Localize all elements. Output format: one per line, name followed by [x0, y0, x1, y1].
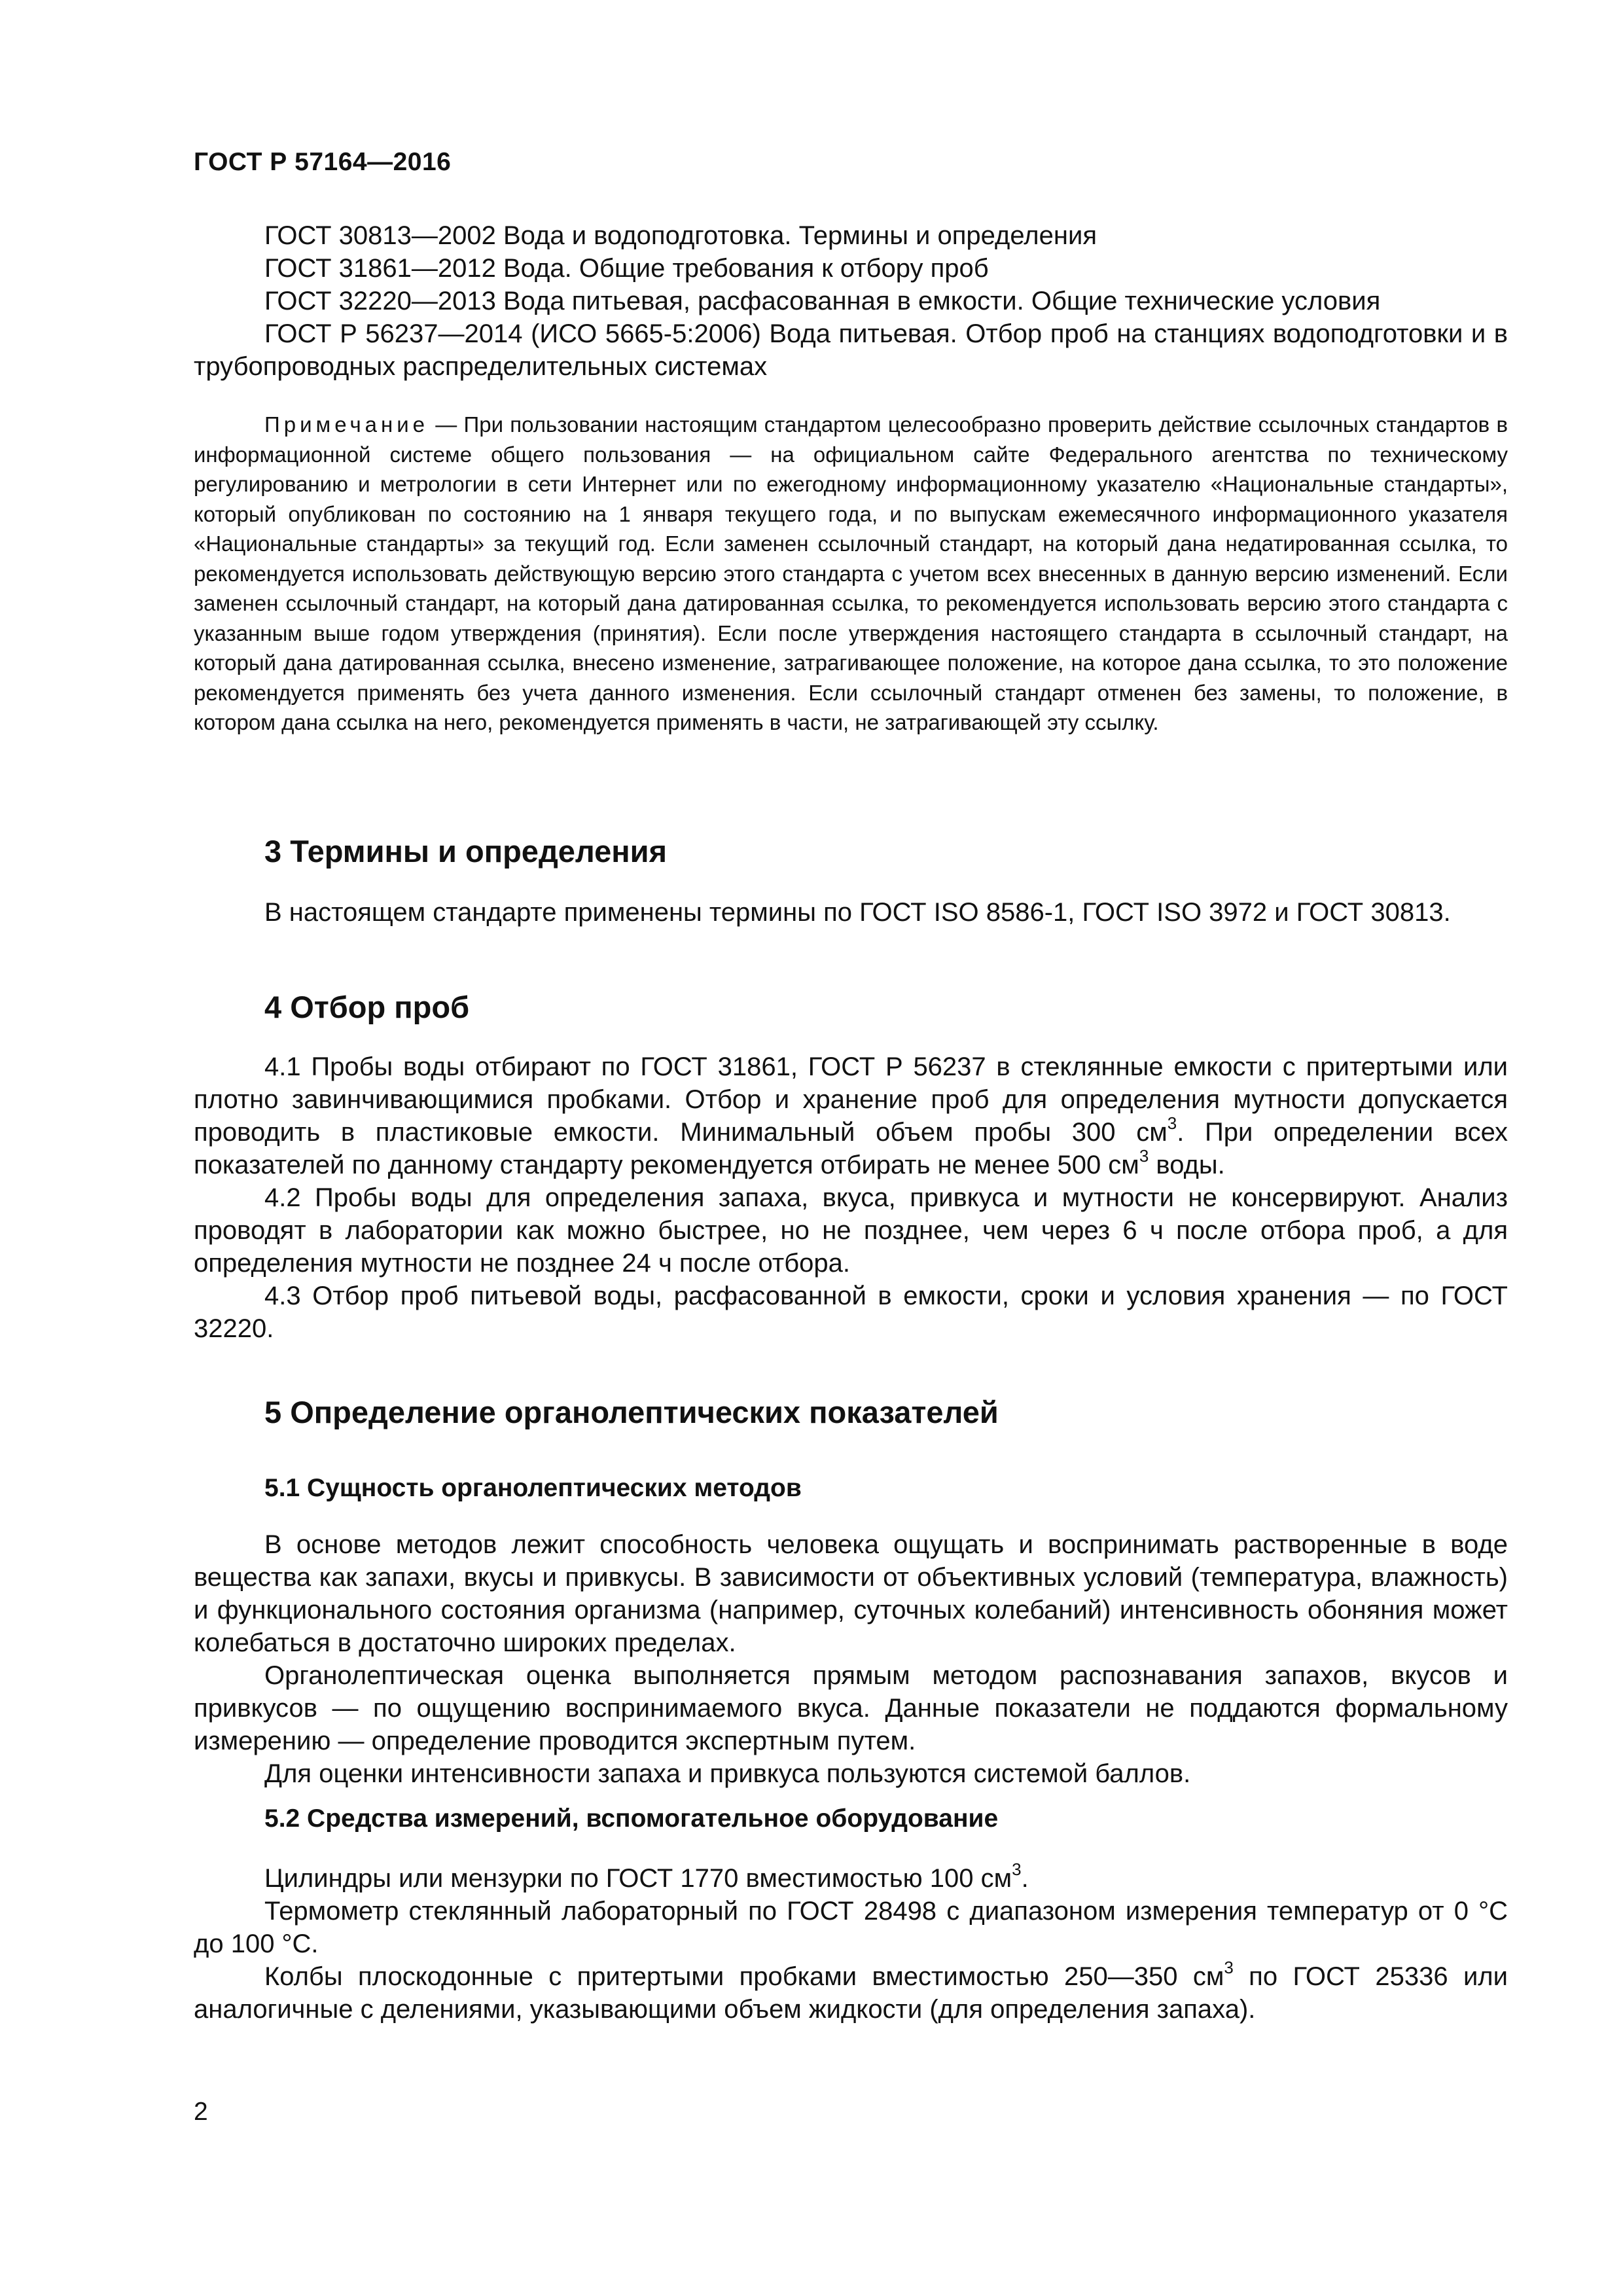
section-3-heading: 3 Термины и определения [264, 834, 667, 869]
section-4-heading: 4 Отбор проб [264, 990, 470, 1024]
superscript: 3 [1167, 1113, 1177, 1133]
superscript: 3 [1139, 1146, 1149, 1166]
paragraph-4-1 [194, 1050, 1508, 1181]
paragraph-5-2-2: Термометр стеклянный лабораторный по ГОСТ 28498 с диапазоном измерения температур от 0 °С до 100 °С. [194, 1897, 1508, 1958]
paragraph-4-3: 4.3 Отбор проб питьевой воды, расфасованной в емкости, сроки и условия хранения — по ГОСТ 32220. [194, 1282, 1508, 1343]
text-run: Колбы плоскодонные с притертыми пробками вместимостью 250—350 см [264, 1962, 1224, 1991]
note-block [194, 410, 1508, 738]
text-run: . При определении всех показателей по данному стандарту рекомендуется отбирать не менее 500 см [194, 1118, 1508, 1179]
superscript: 3 [1224, 1958, 1234, 1977]
text-run: воды. [1149, 1151, 1225, 1179]
subsection-5-1-body [194, 1528, 1508, 1790]
page-number: 2 [194, 2098, 208, 2126]
subsection-5-1-heading: 5.1 Сущность органолептических методов [264, 1474, 802, 1502]
note-text: — При пользовании настоящим стандартом целесообразно проверить действие ссылочных стандартов в информационной системе общего пользования — на официальном сайте Федерального агентства по техническому регулированию и метрологии в сети Интернет или по ежегодному информационному указателю «Национальные стандарты», который опубликован по состоянию на 1 января текущего года, и по выпускам ежемесячного информационного указателя «Национальные стандарты» за текущий год. Если заменен ссылочный стандарт, на который дана недатированная ссылка, то рекомендуется использовать действующую версию этого стандарта с учетом всех внесенных в данную версию изменений. Если заменен ссылочный стандарт, на который дана датированная ссылка, то рекомендуется использовать версию этого стандарта с указанным выше годом утверждения (принятия). Если после утверждения настоящего стандарта в ссылочный стандарт, на который дана датированная ссылка, внесено изменение, затрагивающее положение, на которое дана ссылка, то это положение рекомендуется применять без учета данного изменения. Если ссылочный стандарт отменен без замены, то положение, в котором дана ссылка на него, рекомендуется применять в части, не затрагивающей эту ссылку. [194, 412, 1508, 734]
paragraph-5-2-3 [194, 1960, 1508, 2026]
text-run: . [1021, 1864, 1029, 1893]
section-3-body [194, 896, 1508, 929]
references-list [194, 219, 1508, 383]
text-run: по ГОСТ 25336 или аналогичные с делениями, указывающими объем жидкости (для определения запаха). [194, 1962, 1508, 2024]
section-3-text: В настоящем стандарте применены термины по ГОСТ ISO 8586-1, ГОСТ ISO 3972 и ГОСТ 30813. [264, 898, 1451, 927]
paragraph-5-1-1: В основе методов лежит способность человека ощущать и воспринимать растворенные в воде вещества как запахи, вкусы и привкусы. В зависимости от объективных условий (температура, влажность) и функционального состояния организма (например, суточных колебаний) интенсивность обоняния может колебаться в достаточно широких пределах. [194, 1530, 1508, 1657]
subsection-5-2-heading: 5.2 Средства измерений, вспомогательное оборудование [264, 1804, 999, 1833]
note-paragraph [194, 410, 1508, 738]
reference-item: ГОСТ Р 56237—2014 (ИСО 5665-5:2006) Вода питьевая. Отбор проб на станциях водоподготовки и в трубопроводных распределительных системах [194, 319, 1508, 381]
page-header: ГОСТ Р 57164—2016 [194, 148, 452, 176]
note-label: Примечание [264, 412, 429, 437]
paragraph-5-2-1 [194, 1859, 1508, 1895]
paragraph-4-2: 4.2 Пробы воды для определения запаха, вкуса, привкуса и мутности не консервируют. Анализ проводят в лаборатории как можно быстрее, но не позднее, чем через 6 ч после отбора проб, а для определения мутности не позднее 24 ч после отбора. [194, 1183, 1508, 1278]
paragraph-5-1-2: Органолептическая оценка выполняется прямым методом распознавания запахов, вкусов и привкусов — по ощущению воспринимаемого вкуса. Данные показатели не поддаются формальному измерению — определение проводится экспертным путем. [194, 1661, 1508, 1755]
section-5-heading: 5 Определение органолептических показателей [264, 1395, 999, 1429]
superscript: 3 [1012, 1859, 1022, 1879]
paragraph-5-1-3: Для оценки интенсивности запаха и привкуса пользуются системой баллов. [264, 1759, 1191, 1788]
reference-item: ГОСТ 31861—2012 Вода. Общие требования к отбору проб [264, 254, 989, 283]
text-run: Цилиндры или мензурки по ГОСТ 1770 вместимостью 100 см [264, 1864, 1012, 1893]
reference-item: ГОСТ 30813—2002 Вода и водоподготовка. Термины и определения [264, 221, 1097, 250]
reference-item: ГОСТ 32220—2013 Вода питьевая, расфасованная в емкости. Общие технические условия [264, 287, 1381, 315]
subsection-5-2-body [194, 1859, 1508, 2026]
text-run: 4.1 Пробы воды отбирают по ГОСТ 31861, ГОСТ Р 56237 в стеклянные емкости с притертыми или плотно завинчивающимися пробками. Отбор и хранение проб для определения мутности допускается проводить в пластиковые емкости. Минимальный объем пробы 300 см [194, 1052, 1508, 1147]
section-4-body [194, 1050, 1508, 1345]
